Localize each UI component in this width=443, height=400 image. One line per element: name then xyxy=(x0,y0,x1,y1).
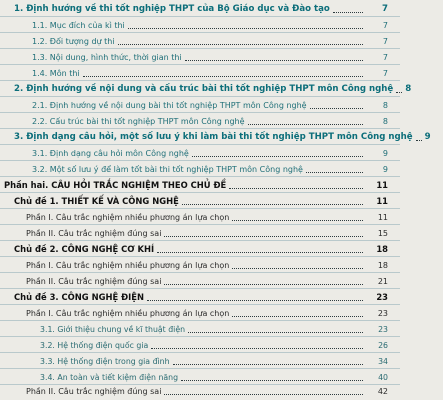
toc-entry xyxy=(0,256,400,273)
toc-entry xyxy=(0,352,400,369)
leader-dots xyxy=(181,380,363,381)
toc-entry-label: 3.1. Định dạng câu hỏi môn Công nghệ xyxy=(32,149,189,158)
toc-entry-page: 23 xyxy=(377,309,388,318)
toc-entry xyxy=(0,64,400,81)
toc-entry xyxy=(0,368,400,385)
leader-dots xyxy=(333,12,363,13)
toc-entry-page: 8 xyxy=(382,117,388,126)
leader-dots xyxy=(173,364,363,365)
toc-entry-page: 15 xyxy=(377,229,388,238)
toc-entry xyxy=(0,0,400,17)
toc-entry-page: 11 xyxy=(376,180,388,190)
toc-entry xyxy=(0,320,400,337)
toc-entry-label: Chủ đề 2. CÔNG NGHỆ CƠ KHÍ xyxy=(14,244,155,254)
leader-dots xyxy=(147,300,363,301)
leader-dots xyxy=(185,60,363,61)
toc-entry-label: 3.1. Giới thiệu chung về kĩ thuật điện xyxy=(40,325,186,334)
toc-entry xyxy=(0,96,400,113)
toc-entry-page: 23 xyxy=(376,292,388,302)
toc-chapter-heading xyxy=(0,288,400,305)
toc-entry-page: 11 xyxy=(376,196,388,206)
toc-entry-page: 7 xyxy=(382,69,388,78)
toc-entry-page: 34 xyxy=(378,357,388,366)
leader-dots xyxy=(164,236,363,237)
toc-entry xyxy=(0,128,431,145)
toc-chapter-heading xyxy=(0,192,400,209)
toc-entry-page: 8 xyxy=(382,101,388,110)
toc-entry xyxy=(0,384,400,398)
toc-entry-label: Chủ đề 1. THIẾT KẾ VÀ CÔNG NGHỆ xyxy=(14,196,179,206)
toc-entry xyxy=(0,336,400,353)
toc-entry-page: 21 xyxy=(377,277,388,286)
toc-entry-page: 42 xyxy=(377,387,388,396)
toc-entry-label: Phần I. Câu trắc nghiệm nhiều phương án lựa chọn xyxy=(26,213,230,222)
leader-dots xyxy=(182,204,363,205)
toc-entry-page: 8 xyxy=(405,84,412,94)
toc-entry-label: 1.1. Mục đích của kì thi xyxy=(32,21,125,30)
toc-entry xyxy=(0,272,400,289)
toc-entry-label: Phần II. Câu trắc nghiệm đúng sai xyxy=(26,229,162,238)
toc-entry xyxy=(0,16,400,33)
toc-entry xyxy=(0,208,400,225)
toc-entry-page: 7 xyxy=(382,21,388,30)
leader-dots xyxy=(229,188,363,189)
toc-entry-label: 3.2. Một số lưu ý để làm tốt bài thi tốt nghiệp THPT môn Công nghệ xyxy=(32,165,303,174)
toc-entry-label: Phần II. Câu trắc nghiệm đúng sai xyxy=(26,387,162,396)
toc-entry-label: 2.2. Cấu trúc bài thi tốt nghiệp THPT môn Công nghệ xyxy=(32,117,245,126)
toc-entry-label: Phần I. Câu trắc nghiệm nhiều phương án lựa chọn xyxy=(26,309,230,318)
toc-chapter-heading xyxy=(0,240,400,257)
toc-entry-label: 1.2. Đối tượng dự thi xyxy=(32,37,115,46)
toc-entry-label: 3.4. An toàn và tiết kiệm điện năng xyxy=(40,373,179,382)
leader-dots xyxy=(164,394,363,395)
leader-dots xyxy=(192,156,363,157)
leader-dots xyxy=(157,252,363,253)
toc-entry-page: 7 xyxy=(382,53,388,62)
toc-entry-label: 2.1. Định hướng về nội dung bài thi tốt nghiệp THPT môn Công nghệ xyxy=(32,101,307,110)
toc-entry-page: 7 xyxy=(382,37,388,46)
toc-entry-label: Chủ đề 3. CÔNG NGHỆ ĐIỆN xyxy=(14,292,144,302)
toc-part-heading xyxy=(0,176,400,193)
toc-entry xyxy=(0,304,400,321)
toc-entry-page: 7 xyxy=(382,4,388,14)
toc-entry-page: 40 xyxy=(378,373,388,382)
toc-entry-page: 18 xyxy=(376,244,388,254)
toc-entry xyxy=(0,224,400,241)
leader-dots xyxy=(188,332,363,333)
toc-entry-page: 9 xyxy=(382,149,388,158)
toc-entry xyxy=(0,160,400,177)
toc-entry-label: 1.3. Nội dung, hình thức, thời gian thi xyxy=(32,53,182,62)
toc-entry-label: 2. Định hướng về nội dung và cấu trúc bài thi tốt nghiệp THPT môn Công nghệ xyxy=(14,84,394,94)
leader-dots xyxy=(83,76,363,77)
toc-entry-label: Phần II. Câu trắc nghiệm đúng sai xyxy=(26,277,162,286)
toc-entry-label: 1.4. Môn thi xyxy=(32,69,80,78)
toc-entry-label: Phần I. Câu trắc nghiệm nhiều phương án lựa chọn xyxy=(26,261,230,270)
toc-entry-label: 1. Định hướng về thi tốt nghiệp THPT của Bộ Giáo dục và Đào tạo xyxy=(14,4,330,14)
toc-entry-page: 18 xyxy=(377,261,388,270)
toc-entry-page: 26 xyxy=(378,341,388,350)
toc-entry xyxy=(0,80,412,97)
leader-dots xyxy=(118,44,363,45)
toc-entry-page: 9 xyxy=(382,165,388,174)
leader-dots xyxy=(310,108,363,109)
toc-entry-page: 9 xyxy=(424,132,431,142)
leader-dots xyxy=(151,348,363,349)
toc-entry-page: 23 xyxy=(378,325,388,334)
toc-entry-label: 3. Định dạng câu hỏi, một số lưu ý khi làm bài thi tốt nghiệp THPT môn Công nghệ xyxy=(14,132,413,142)
leader-dots xyxy=(164,284,363,285)
toc-entry xyxy=(0,32,400,49)
leader-dots xyxy=(306,172,363,173)
toc-entry xyxy=(0,112,400,129)
leader-dots xyxy=(128,28,363,29)
toc-entry-page: 11 xyxy=(377,213,388,222)
leader-dots xyxy=(232,220,363,221)
leader-dots xyxy=(232,316,363,317)
leader-dots xyxy=(248,124,363,125)
toc-entry xyxy=(0,144,400,161)
leader-dots xyxy=(232,268,363,269)
toc-entry-label: 3.3. Hệ thống điện trong gia đình xyxy=(40,357,170,366)
toc-entry xyxy=(0,48,400,65)
toc-entry-label: Phần hai. CÂU HỎI TRẮC NGHIỆM THEO CHỦ ĐỀ xyxy=(4,180,227,190)
toc-entry-label: 3.2. Hệ thống điện quốc gia xyxy=(40,341,149,350)
